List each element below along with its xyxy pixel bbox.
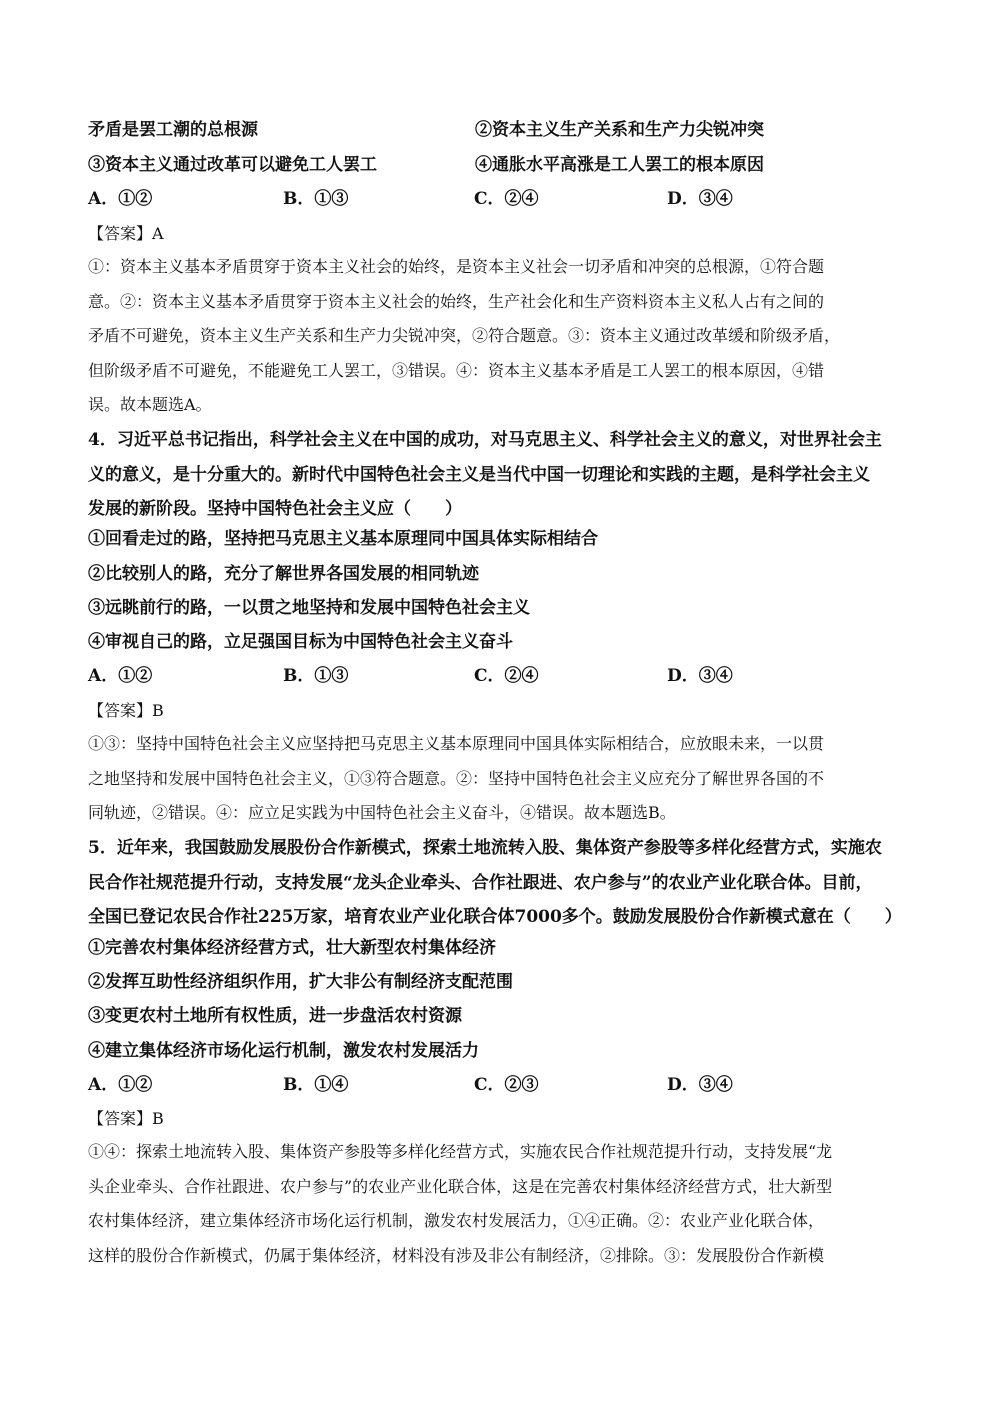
q4-choices: [88, 664, 908, 688]
q3-choice-c: C．②④: [474, 189, 539, 209]
q5-stem: [88, 831, 903, 935]
q4-stem-line: 4．习近平总书记指出，科学社会主义在中国的成功，对马克思主义、科学社会主义的意义，对世界社会主: [88, 430, 882, 450]
q4-explanation-line: 之地坚持和发展中国特色社会主义，①③符合题意。②：坚持中国特色社会主义应充分了解世界各国的不: [88, 768, 825, 788]
q5-explanation-line: ①④：探索土地流转入股、集体资产参股等多样化经营方式，实施农民合作社规范提升行动，支持发展“龙: [88, 1142, 833, 1161]
q4-choice-b: B．①③: [283, 666, 349, 686]
q3-explanation: [88, 250, 903, 423]
q5-item-1: ①完善农村集体经济经营方式，壮大新型农村集体经济: [88, 938, 496, 958]
q4-item-2: ②比较别人的路，充分了解世界各国发展的相同轨迹: [88, 564, 479, 584]
q5-stem-line: 民合作社规范提升行动，支持发展“龙头企业牵头、合作社跟进、农户参与”的农业产业化联合体。目前，: [88, 872, 873, 893]
q4-item-3: ③远眺前行的路，一以贯之地坚持和发展中国特色社会主义: [88, 598, 530, 618]
q5-explanation-line: 头企业牵头、合作社跟进、农户参与”的农业产业化联合体，这是在完善农村集体经济经营方式，壮大新型: [88, 1176, 833, 1196]
q3-choice-d: D．③④: [667, 189, 733, 209]
q5-explanation: [88, 1135, 903, 1273]
q3-option-line2-left: ③资本主义通过改革可以避免工人罢工: [88, 155, 377, 175]
q4-explanation-line: 同轨迹，②错误。④：应立足实践为中国特色社会主义奋斗，④错误。故本题选B。: [88, 803, 676, 822]
q5-choice-b: B．①④: [283, 1075, 349, 1095]
q5-stem-line: 全国已登记农民合作社225万家，培育农业产业化联合体7000多个。鼓励发展股份合作新模式意在（ ）: [88, 907, 902, 927]
q5-explanation-line: 这样的股份合作新模式，仍属于集体经济，材料没有涉及非公有制经济，②排除。③：发展股份合作新模: [88, 1245, 825, 1265]
q3-explanation-line: 误。故本题选A。: [88, 395, 212, 414]
q4-choice-d: D．③④: [667, 666, 733, 686]
q4-stem-line: 义的意义，是十分重大的。新时代中国特色社会主义是当代中国一切理论和实践的主题，是科学社会主义: [88, 464, 870, 485]
q5-stem-line: 5．近年来，我国鼓励发展股份合作新模式，探索土地流转入股、集体资产参股等多样化经营方式，实施农: [88, 838, 882, 858]
q5-item-2: ②发挥互助性经济组织作用，扩大非公有制经济支配范围: [88, 972, 513, 992]
q4-answer: 【答案】B: [88, 701, 164, 720]
q3-option-line1-left: 矛盾是罢工潮的总根源: [88, 120, 258, 140]
q4-stem-line: 发展的新阶段。坚持中国特色社会主义应（ ）: [88, 499, 462, 519]
q3-explanation-line: 但阶级矛盾不可避免，不能避免工人罢工，③错误。④：资本主义基本矛盾是工人罢工的根本原因，④错: [88, 360, 825, 380]
q3-option-line1-right: ②资本主义生产关系和生产力尖锐冲突: [475, 120, 764, 140]
q3-explanation-line: ①：资本主义基本矛盾贯穿于资本主义社会的始终，是资本主义社会一切矛盾和冲突的总根源，①符合题: [88, 257, 825, 276]
q3-choice-b: B．①③: [283, 189, 349, 209]
q3-choice-a: A．①②: [88, 189, 153, 209]
q5-item-3: ③变更农村土地所有权性质，进一步盘活农村资源: [88, 1006, 462, 1026]
q4-choice-c: C．②④: [474, 666, 539, 686]
q3-explanation-line: 意。②：资本主义基本矛盾贯穿于资本主义社会的始终，生产社会化和生产资料资本主义私人占有之间的: [88, 291, 825, 311]
q5-choice-d: D．③④: [667, 1075, 733, 1095]
q3-choices: [88, 187, 908, 211]
q5-choices: [88, 1073, 908, 1097]
q5-choice-c: C．②③: [474, 1075, 539, 1095]
q5-choice-a: A．①②: [88, 1075, 153, 1095]
q5-explanation-line: 农村集体经济，建立集体经济市场化运行机制，激发农村发展活力，①④正确。②：农业产业化联合体，: [88, 1211, 825, 1230]
q5-item-4: ④建立集体经济市场化运行机制，激发农村发展活力: [88, 1041, 479, 1061]
q4-choice-a: A．①②: [88, 666, 153, 686]
q3-explanation-line: 矛盾不可避免，资本主义生产关系和生产力尖锐冲突，②符合题意。③：资本主义通过改革缓和阶级矛盾，: [88, 326, 841, 345]
q4-explanation: [88, 727, 903, 831]
q3-option-line2-right: ④通胀水平高涨是工人罢工的根本原因: [475, 155, 764, 175]
q4-item-4: ④审视自己的路，立足强国目标为中国特色社会主义奋斗: [88, 632, 513, 652]
q4-stem: [88, 423, 903, 527]
q4-item-1: ①回看走过的路，坚持把马克思主义基本原理同中国具体实际相结合: [88, 529, 598, 549]
q5-answer: 【答案】B: [88, 1109, 164, 1128]
q4-explanation-line: ①③：坚持中国特色社会主义应坚持把马克思主义基本原理同中国具体实际相结合，应放眼未来，一以贯: [88, 734, 825, 753]
q3-answer: 【答案】A: [88, 224, 164, 243]
